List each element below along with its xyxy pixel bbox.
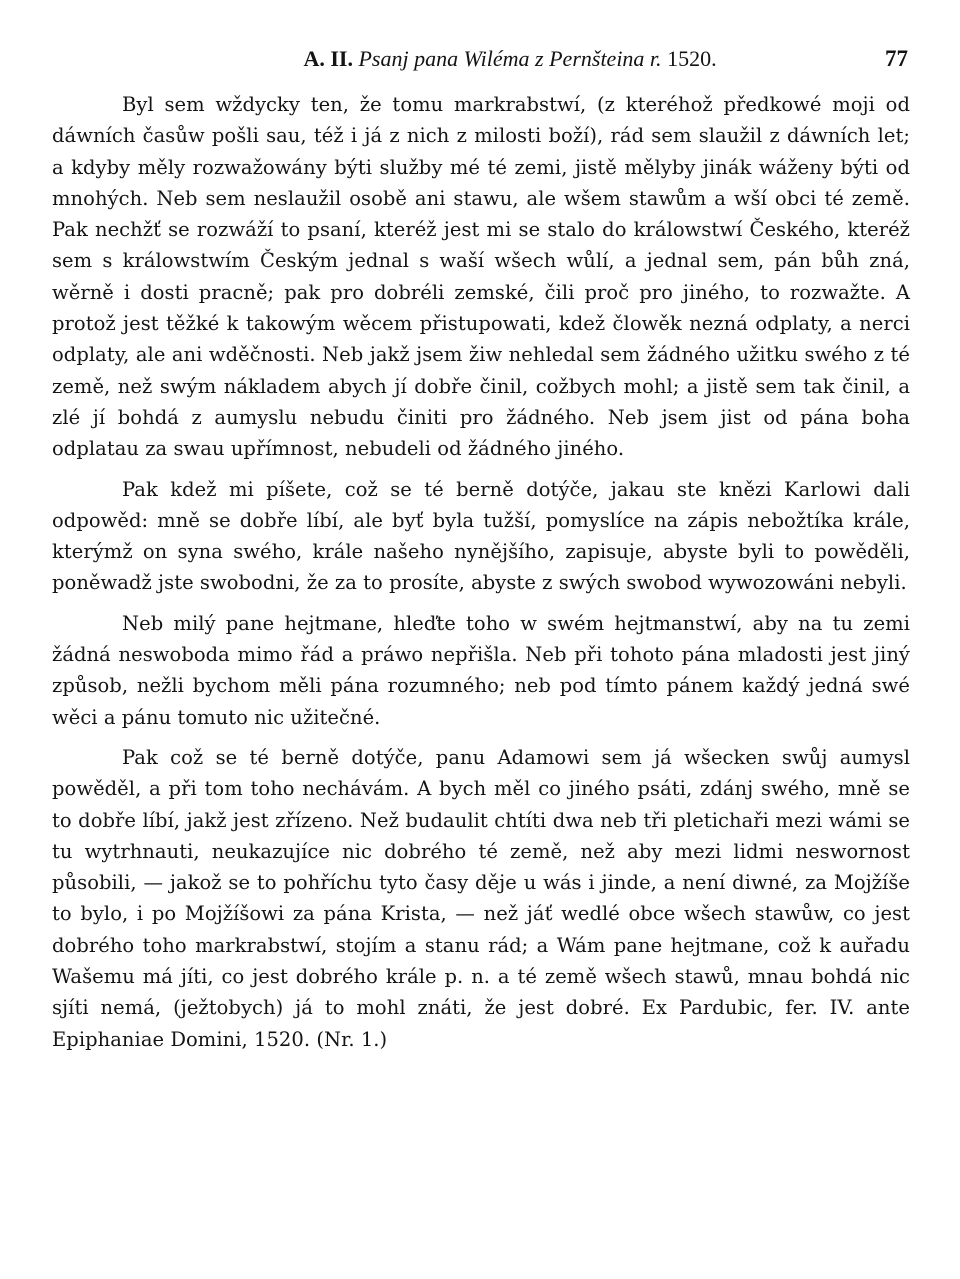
section-label: A. II. [303,46,353,71]
letter-title: Psanj pana Wiléma z Pernšteina r. [358,46,662,71]
paragraph-gap [52,599,910,608]
paragraph: Byl sem wždycky ten, že tomu markrabstwí, (z kteréhož předkowé moji od dáwních časůw pošli sau, též i já z nich z milosti boží), rád sem slaužil z dáwních let; a kdyby měly rozwažowány býti služby mé té zemi, jistě mělyby jinák wáženy býti od mnohých. Neb sem neslaužil osobě ani stawu, ale wšem stawům a wší obci té země. Pak nechžť se rozwáží to psaní, kteréž jest mi se stalo do králowstwí Českého, kteréž sem s králowstwím Českým jednal s waší wšech wůlí, a jednal sem, pán bůh zná, wěrně i dosti pracně; pak pro dobréli zemské, čili proč pro jiného, to rozwažte. A protož jest těžké k takowým wěcem přistupowati, kdež člowěk nezná odplaty, a nerci odplaty, ale ani wděčnosti. Neb jakž jsem žiw nehledal sem žádného užitku swého z té země, než swým nákladem abych jí dobře činil, cožbych mohl; a jistě sem tak činil, a zlé jí bohdá z aumyslu nebudu činiti pro žádného. Neb jsem jist od pána boha odplatau za swau upřímnost, nebudeli od žádného jiného. [52,93,910,461]
letter-year: 1520. [667,46,717,71]
letter-body [52,89,910,1055]
paragraph-gap [52,465,910,474]
header-title-line [52,42,908,76]
paragraph-gap [52,733,910,742]
page-number: 77 [885,46,908,71]
paragraph: Pak kdež mi píšete, což se té berně dotýče, jakau ste knězi Karlowi dali odpowěd: mně se dobře líbí, ale byť byla tužší, pomyslíce na zápis nebožtíka krále, kterýmž on syna swého, krále našeho nynějšího, zapisuje, abyste byli to powěděli, poněwadž jste swobodni, že za to prosíte, abyste z swých swobod wywozowáni nebyli. [52,477,910,595]
running-header [52,42,908,76]
paragraph: Neb milý pane hejtmane, hleďte toho w swém hejtmanstwí, aby na tu zemi žádná neswoboda mimo řád a práwo nepřišla. Neb při tohoto pána mladosti jest jiný způsob, nežli bychom měli pána rozumného; neb pod tímto pánem každý jedná swé wěci a pánu tomuto nic užitečné. [52,611,910,729]
paragraph: Pak což se té berně dotýče, panu Adamowi sem já wšecken swůj aumysl powěděl, a při tom toho nechávám. A bych měl co jiného psáti, zdánj swého, mně se to dobře líbí, jakž jest zřízeno. Než budaulit chtíti dwa neb tři pletichaři mezi wámi se tu wytrhnauti, neukazujíce nic dobrého té země, než aby mezi lidmi neswornost působili, — jakož se to pohříchu tyto časy děje u wás i jinde, a není diwné, za Mojžíše to bylo, i po Mojžíšowi za pána Krista, — než jáť wedlé obce wšech stawůw, co jest dobrého toho markrabstwí, stojím a stanu rád; a Wám pane hejtmane, což k auřadu Wašemu má jíti, co jest dobrého krále p. n. a té země wšech stawů, mnau bohdá nic sjíti nemá, (ježtobych) já to mohl znáti, že jest dobré. Ex Pardubic, fer. IV. ante Epiphaniae Domini, 1520. (Nr. 1.) [52,745,910,1051]
